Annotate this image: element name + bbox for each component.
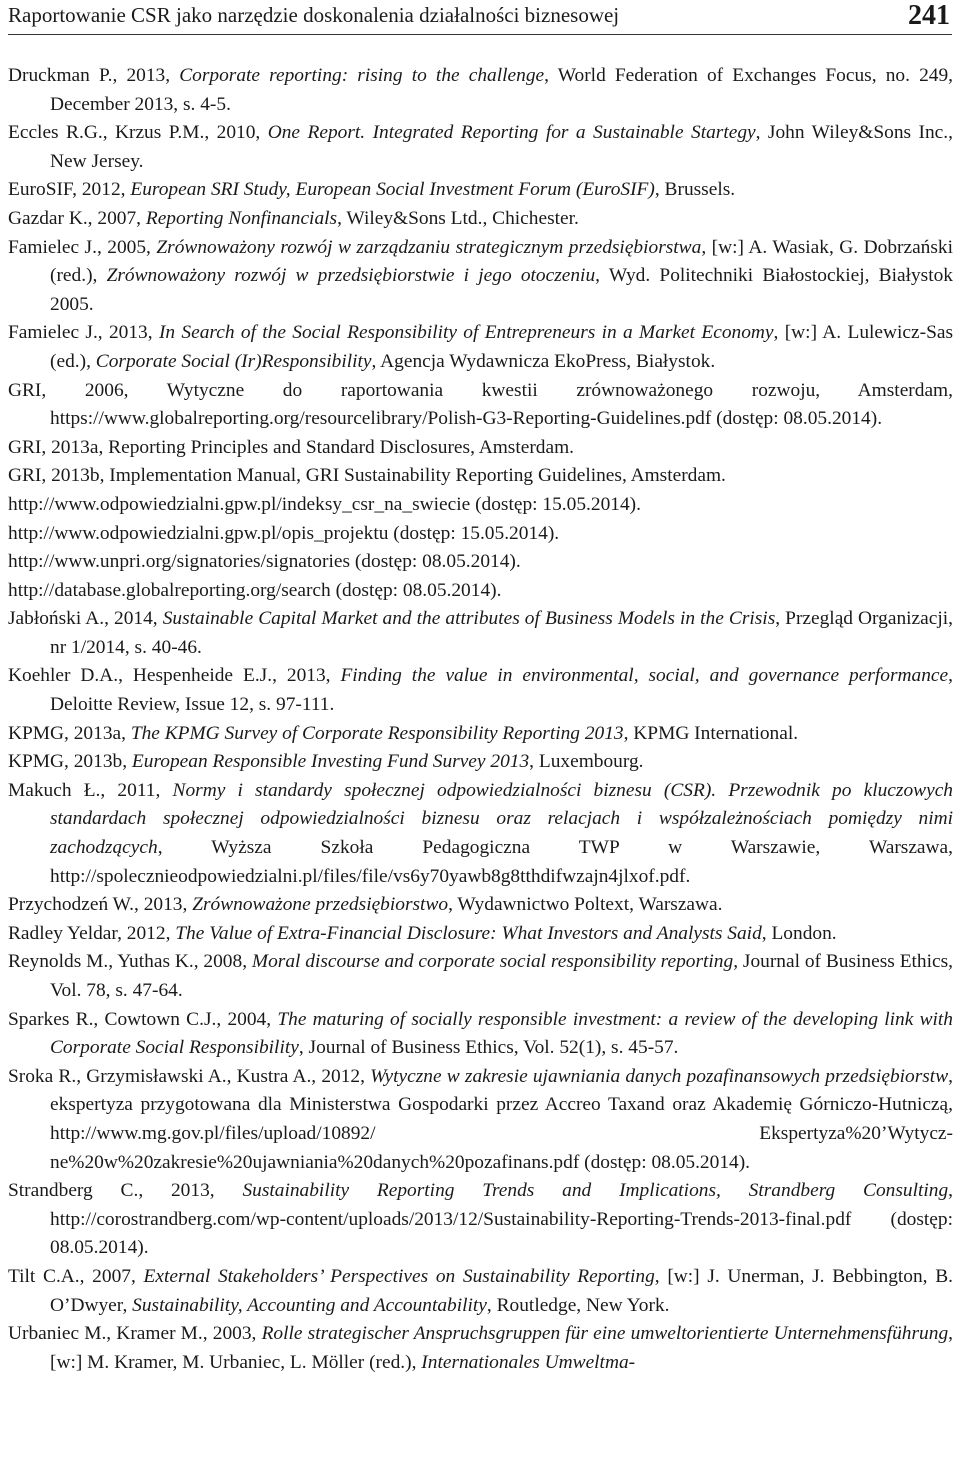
reference-text: , Journal of Business Ethics, Vol. 52(1), s. 45-57. [298, 1037, 679, 1059]
reference-title: European Responsible Investing Fund Survey 2013 [131, 751, 530, 773]
reference-entry [8, 1320, 953, 1377]
reference-entry [8, 377, 953, 434]
reference-text: Reynolds M., Yuthas K., 2008, [8, 951, 252, 973]
reference-text: , Agencja Wydawnicza EkoPress, Białystok. [371, 350, 716, 372]
reference-text: , Deloitte Review, Issue 12, s. 97-111. [50, 665, 953, 716]
reference-title: Normy i standardy społecznej odpowiedzialności biznesu (CSR). Przewodnik po kluczowych standardach społecznej odpowiedzialności biznesu oraz relacjach i współzależnościach pomiędzy nimi zachodzących [50, 779, 953, 859]
reference-text: Eccles R.G., Krzus P.M., 2010, [8, 122, 268, 144]
reference-entry [8, 662, 953, 719]
reference-title: In Search of the Social Responsibility of Entrepreneurs in a Market Economy [158, 322, 774, 344]
reference-entry [8, 777, 953, 891]
reference-text: Urbaniec M., Kramer M., 2003, [8, 1323, 262, 1345]
reference-text: Koehler D.A., Hespenheide E.J., 2013, [8, 665, 341, 687]
reference-title: Corporate reporting: rising to the challenge [179, 65, 545, 86]
reference-entry [8, 434, 953, 463]
reference-text: Strandberg C., 2013, [8, 1180, 243, 1202]
reference-text: , Wyd. Politechniki Białostockiej, Białystok 2005. [50, 265, 954, 315]
reference-text: , [w:] J. Unerman, J. Bebbington, B. O’Dwyer, [50, 1265, 953, 1316]
reference-title: Zrównoważony rozwój w przedsiębiorstwie i jego otoczeniu [106, 265, 596, 287]
reference-text: , Luxembourg. [529, 751, 644, 773]
reference-text: , KPMG International. [623, 722, 799, 744]
reference-title: European SRI Study, European Social Investment Forum (EuroSIF) [130, 179, 655, 201]
reference-text: , Journal of Business Ethics, Vol. 78, s. 47-64. [50, 951, 954, 1001]
reference-title: Sustainability, Accounting and Accountability [132, 1294, 487, 1316]
reference-entry [8, 720, 953, 749]
reference-title: Internationales Umweltma- [421, 1351, 636, 1373]
reference-title: Sustainable Capital Market and the attributes of Business Models in the Crisis [162, 608, 776, 630]
reference-title: Sustainability Reporting Trends and Implications, Strandberg Consulting [242, 1180, 949, 1202]
page-number: 241 [908, 0, 950, 31]
reference-text: Radley Yeldar, 2012, [8, 922, 176, 944]
reference-entry [8, 948, 953, 1005]
reference-text: Druckman P., 2013, [8, 65, 180, 86]
reference-text: , http://corostrandberg.com/wp-content/uploads/2013/12/Sustainability-Reporting-Trends-2013-final.pdf (dostęp: 08.05.2014). [50, 1180, 954, 1259]
reference-text: Sroka R., Grzymisławski A., Kustra A., 2012, [8, 1065, 371, 1087]
reference-text: http://database.globalreporting.org/search (dostęp: 08.05.2014). [8, 579, 502, 601]
reference-text: , Wiley&Sons Ltd., Chichester. [337, 207, 579, 229]
running-header-title: Raportowanie CSR jako narzędzie doskonalenia działalności biznesowej [8, 3, 620, 27]
running-header [8, 0, 952, 35]
reference-entry [8, 748, 953, 777]
reference-entry [8, 548, 953, 577]
reference-text: http://www.odpowiedzialni.gpw.pl/indeksy_csr_na_swiecie (dostęp: 15.05.2014). [8, 493, 641, 515]
reference-text: , Brussels. [654, 179, 736, 201]
reference-text: KPMG, 2013a, [8, 722, 131, 744]
reference-entry [8, 234, 953, 320]
reference-text: , Przegląd Organizacji, nr 1/2014, s. 40-46. [50, 608, 953, 658]
reference-entry [8, 605, 953, 662]
reference-text: , London. [761, 922, 837, 944]
reference-text: Makuch Ł., 2011, [8, 779, 173, 801]
reference-entry [8, 491, 953, 520]
reference-entry [8, 62, 953, 119]
reference-text: , [w:] A. Lulewicz-Sas (ed.), [50, 322, 954, 372]
reference-text: EuroSIF, 2012, [8, 179, 131, 201]
reference-text: GRI, 2006, Wytyczne do raportowania kwestii zrównoważonego rozwoju, Amsterdam, https://www.globalreporting.org/resourcelibrary/Polish-G3-Reporting-Guidelines.pdf (dostęp: 08.05.2014). [8, 379, 953, 430]
reference-text: Gazdar K., 2007, [8, 207, 146, 229]
reference-text: , [w:] M. Kramer, M. Urbaniec, L. Möller (red.), [50, 1323, 953, 1373]
reference-title: Finding the value in environmental, social, and governance performance [340, 665, 949, 687]
reference-text: , [w:] A. Wasiak, G. Dobrzański (red.), [50, 236, 954, 287]
reference-text: Famielec J., 2005, [8, 236, 157, 258]
reference-text: Przychodzeń W., 2013, [8, 894, 193, 916]
reference-title: Zrównoważony rozwój w zarządzaniu strategicznym przedsiębiorstwa [156, 236, 702, 258]
reference-entry [8, 891, 953, 920]
reference-text: Jabłoński A., 2014, [8, 608, 163, 630]
reference-text: Famielec J., 2013, [8, 322, 159, 344]
reference-entry [8, 176, 953, 205]
reference-entry [8, 1263, 953, 1320]
reference-text: , Wyższa Szkoła Pedagogiczna TWP w Warszawie, Warszawa, http://spolecznieodpowiedzialni.pl/files/file/vs6y70yawb8g8tthdifwzajn4jlxof.pdf. [50, 837, 953, 887]
reference-title: External Stakeholders’ Perspectives on Sustainability Reporting [143, 1265, 655, 1287]
reference-text: GRI, 2013a, Reporting Principles and Standard Disclosures, Amsterdam. [8, 436, 575, 458]
reference-text: , ekspertyza przygotowana dla Ministerstwa Gospodarki przez Accreo Taxand oraz Akademię Górniczo-Hutniczą, http://www.mg.gov.pl/files/upload/10892/ Ekspertyza%20’Wytyczne%20w%20zakresie%20ujawniania%20danych%20pozafinans.pdf (dostęp: 08.05.2014). [50, 1065, 953, 1173]
reference-title: The KPMG Survey of Corporate Responsibility Reporting 2013 [130, 722, 624, 744]
reference-entry [8, 577, 953, 606]
reference-text: Sparkes R., Cowtown C.J., 2004, [8, 1008, 278, 1030]
reference-entry [8, 920, 953, 949]
reference-text: , Routledge, New York. [486, 1294, 670, 1316]
reference-entry [8, 119, 953, 176]
reference-entry [8, 205, 953, 234]
reference-text: http://www.unpri.org/signatories/signatories (dostęp: 08.05.2014). [8, 551, 521, 573]
reference-title: Rolle strategischer Anspruchsgruppen für eine umweltorientierte Unternehmensführung [261, 1323, 949, 1345]
reference-title: Corporate Social (Ir)Responsibility [95, 350, 372, 372]
reference-text: GRI, 2013b, Implementation Manual, GRI Sustainability Reporting Guidelines, Amsterdam. [8, 465, 726, 487]
reference-text: KPMG, 2013b, [8, 751, 132, 773]
reference-text: Tilt C.A., 2007, [8, 1265, 144, 1287]
reference-text: , John Wiley&Sons Inc., New Jersey. [50, 122, 953, 172]
reference-list [8, 62, 953, 1377]
reference-entry [8, 1006, 953, 1063]
reference-title: Reporting Nonfinancials [145, 207, 338, 229]
reference-entry [8, 520, 953, 549]
reference-text: http://www.odpowiedzialni.gpw.pl/opis_projektu (dostęp: 15.05.2014). [8, 522, 560, 544]
reference-entry [8, 319, 953, 376]
reference-entry [8, 1177, 953, 1263]
reference-title: One Report. Integrated Reporting for a Sustainable Startegy [267, 122, 756, 144]
reference-entry [8, 462, 953, 491]
reference-title: Moral discourse and corporate social responsibility reporting [251, 951, 734, 973]
reference-title: The maturing of socially responsible investment: a review of the developing link with Corporate Social Responsibility [50, 1008, 953, 1059]
reference-entry [8, 1063, 953, 1177]
reference-title: Wytyczne w zakresie ujawniania danych pozafinansowych przedsiębiorstw [370, 1065, 949, 1087]
reference-title: Zrównoważone przedsiębiorstwo [192, 894, 449, 916]
reference-text: , Wydawnictwo Poltext, Warszawa. [448, 894, 723, 916]
reference-text: , World Federation of Exchanges Focus, no. 249, December 2013, s. 4-5. [50, 65, 954, 115]
reference-title: The Value of Extra-Financial Disclosure: What Investors and Analysts Said [175, 922, 762, 944]
